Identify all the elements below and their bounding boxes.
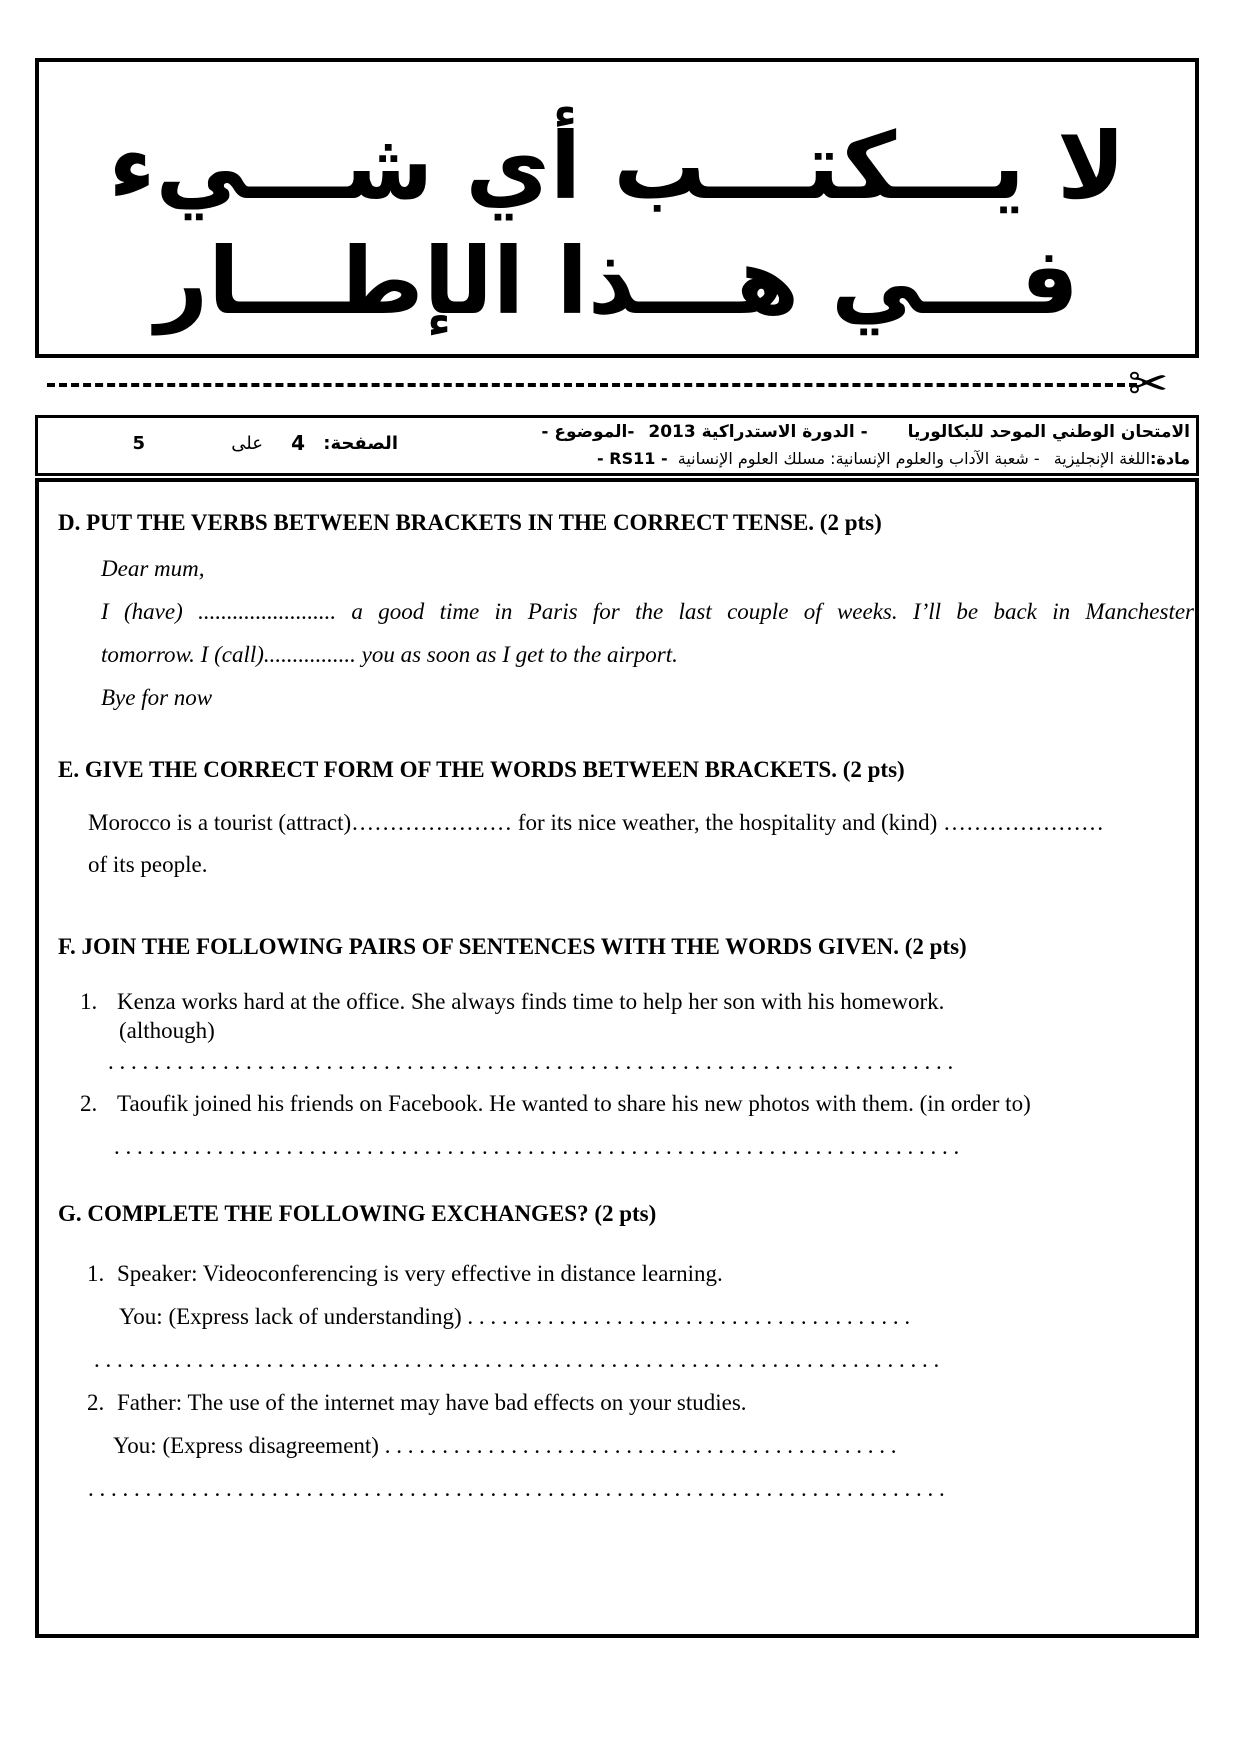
letter-closing: Bye for now xyxy=(101,685,213,710)
page-current: 4 xyxy=(291,431,305,455)
scissors-icon: ✂ xyxy=(1128,356,1169,412)
section-g-item-1-speaker: Speaker: Videoconferencing is very effective in distance learning. xyxy=(117,1261,723,1286)
section-f-item-2-answer-line[interactable]: . . . . . . . . . . . . . . . . . . . . . . . . . . . . . . . . . . . . . . . . . . . . . . . . . . . . . . . . . . . . . . . . . . . . . . . . . . xyxy=(114,1134,960,1159)
section-g-item-2-answer-line[interactable]: . . . . . . . . . . . . . . . . . . . . . . . . . . . . . . . . . . . . . . . . . . . . . . . . . . . . . . . . . . . . . . . . . . . . . . . . . . . xyxy=(88,1476,945,1501)
section-g-heading: G. COMPLETE THE FOLLOWING EXCHANGES? (2 pts) xyxy=(58,1201,657,1226)
page-number xyxy=(98,433,398,463)
section-e-line-1: Morocco is a tourist (attract)………………… for its nice weather, the hospitality and (kind) ………………… xyxy=(88,810,1104,835)
section-g-item-1-answer-line[interactable]: . . . . . . . . . . . . . . . . . . . . . . . . . . . . . . . . . . . . . . . . . . . . . . . . . . . . . . . . . . . . . . . . . . . . . . . . . . xyxy=(94,1347,940,1372)
letter-salutation: Dear mum, xyxy=(101,556,205,581)
section-g-item-2-number: 2. xyxy=(87,1390,105,1415)
section-f-item-1-number: 1. xyxy=(80,989,98,1014)
exam-header xyxy=(35,415,1199,476)
section-f-item-2-number: 2. xyxy=(80,1091,98,1116)
branch-name: - شعبة الآداب والعلوم الإنسانية: مسلك العلوم الإنسانية xyxy=(677,449,1040,468)
section-g-item-2-speaker: Father: The use of the internet may have bad effects on your studies. xyxy=(117,1390,747,1415)
page-of: على xyxy=(231,433,263,454)
section-f-item-1-answer-line[interactable]: . . . . . . . . . . . . . . . . . . . . . . . . . . . . . . . . . . . . . . . . . . . . . . . . . . . . . . . . . . . . . . . . . . . . . . . . . . xyxy=(108,1049,954,1074)
section-g-item-1-you[interactable]: You: (Express lack of understanding) . . . . . . . . . . . . . . . . . . . . . . . . . . . . . . . . . . . . . . . xyxy=(119,1304,911,1329)
do-not-write-box xyxy=(35,58,1199,358)
section-f-item-1-word: (although) xyxy=(119,1018,215,1043)
section-d-line-1: I (have) ........................ a good time in Paris for the last couple of weeks. I’ll be back in Manchester xyxy=(101,599,1194,624)
warning-line-1: لا يـــكتـــب أي شـــيء xyxy=(108,113,1126,220)
section-e-heading: E. GIVE THE CORRECT FORM OF THE WORDS BETWEEN BRACKETS. (2 pts) xyxy=(58,757,905,782)
subject-name: اللغة الإنجليزية xyxy=(1053,449,1151,468)
section-f-item-2-text: Taoufik joined his friends on Facebook. He wanted to share his new photos with them. (in order to) xyxy=(117,1091,1031,1116)
subject-label: مادة: xyxy=(1150,449,1190,468)
page-label: الصفحة: xyxy=(323,433,398,454)
cut-line xyxy=(47,383,1137,387)
exam-title: الامتحان الوطني الموحد للبكالوريا xyxy=(907,422,1190,442)
header-row-1 xyxy=(541,422,1190,442)
section-f-item-1-text: Kenza works hard at the office. She always finds time to help her son with his homework. xyxy=(117,989,945,1014)
section-e-line-2: of its people. xyxy=(88,852,208,877)
topic-label: -الموضوع - xyxy=(541,422,635,442)
section-g-item-2-you[interactable]: You: (Express disagreement) . . . . . . . . . . . . . . . . . . . . . . . . . . . . . . . . . . . . . . . . . . . . . xyxy=(113,1433,897,1458)
section-d-heading: D. PUT THE VERBS BETWEEN BRACKETS IN THE CORRECT TENSE. (2 pts) xyxy=(58,510,882,535)
exam-year: 2013 xyxy=(648,422,696,442)
section-f-heading: F. JOIN THE FOLLOWING PAIRS OF SENTENCES WITH THE WORDS GIVEN. (2 pts) xyxy=(58,934,967,959)
warning-line-2: فـــي هـــذا الإطـــار xyxy=(155,228,1079,335)
header-row-2 xyxy=(597,449,1190,468)
session-label: - الدورة الاستدراكية xyxy=(701,422,868,442)
page-total: 5 xyxy=(132,433,145,454)
section-d-line-2: tomorrow. I (call)................ you as soon as I get to the airport. xyxy=(101,642,678,667)
section-g-item-1-number: 1. xyxy=(87,1261,105,1286)
exam-code: - RS11 - xyxy=(597,449,668,468)
